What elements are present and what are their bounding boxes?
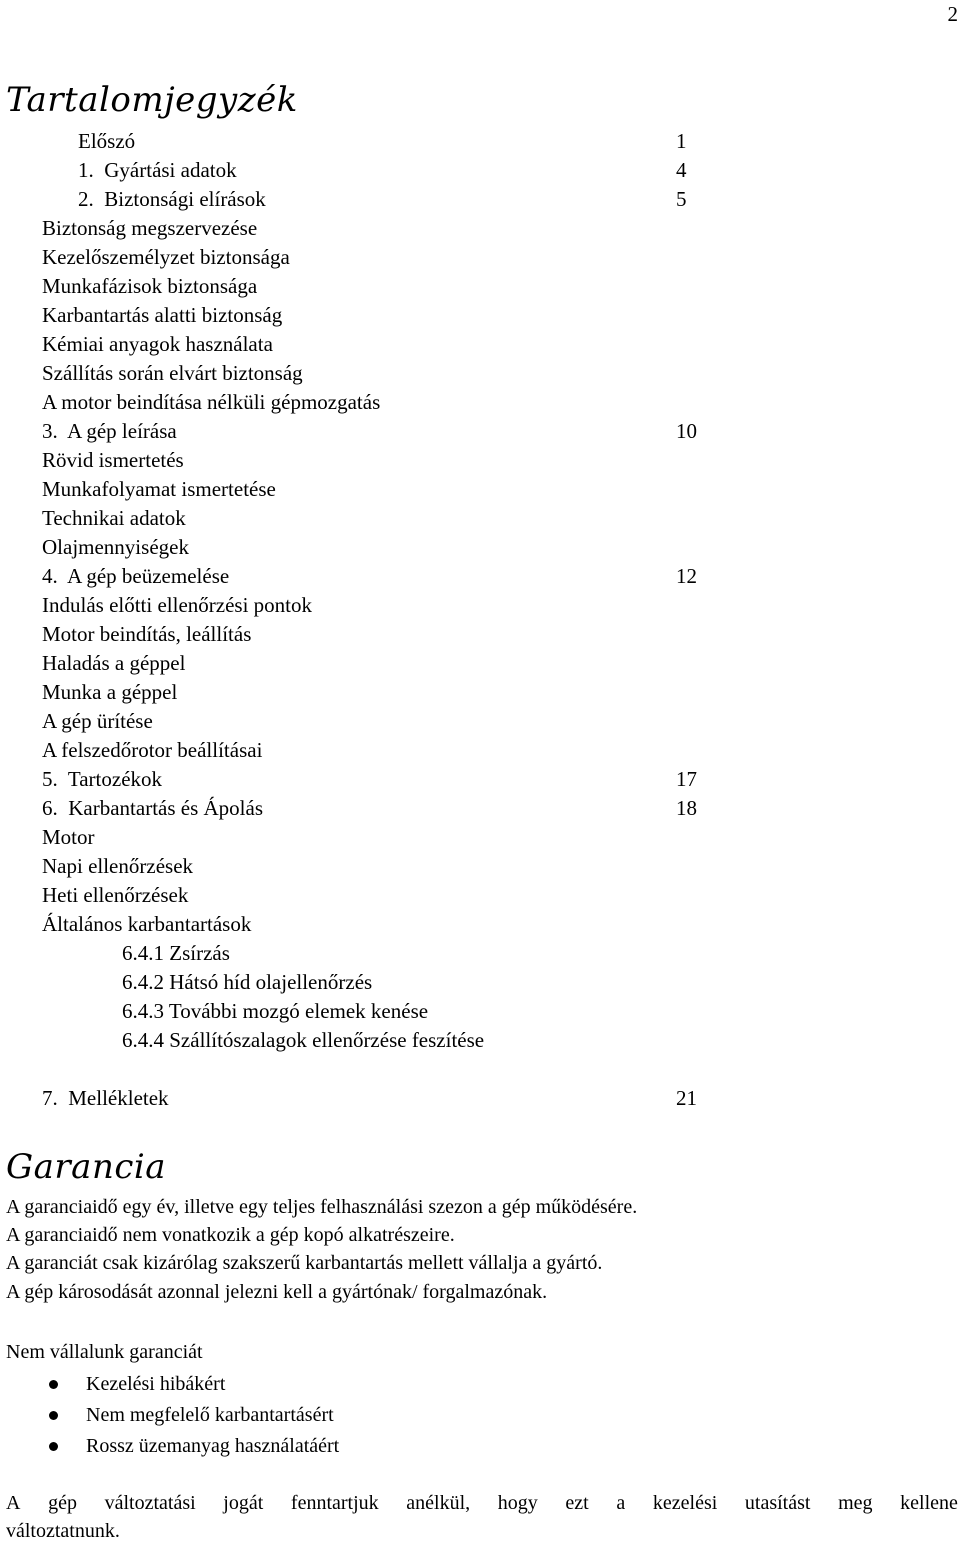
toc-entry: Biztonság megszervezése xyxy=(42,216,258,240)
toc-entry: 3. A gép leírása xyxy=(42,419,177,443)
exclusion-item: Nem megfelelő karbantartásért xyxy=(86,1404,334,1426)
word: ezt xyxy=(565,1492,589,1514)
toc-page-number: 18 xyxy=(676,796,697,820)
toc-entry: Motor beindítás, leállítás xyxy=(42,622,252,646)
guarantee-line: A garanciaidő egy év, illetve egy teljes felhasználási szezon a gép működésére. xyxy=(6,1196,638,1218)
toc-entry: A motor beindítása nélküli gépmozgatás xyxy=(42,390,381,414)
toc-entry: Technikai adatok xyxy=(42,506,186,530)
word: A xyxy=(6,1492,21,1514)
toc-entry: Kezelőszemélyzet biztonsága xyxy=(42,245,290,269)
toc-entry: 6.4.3 További mozgó elemek kenése xyxy=(122,999,429,1023)
toc-entry: 2. Biztonsági elírások xyxy=(78,187,266,211)
guarantee-heading: Garancia xyxy=(6,1147,167,1187)
word: utasítást xyxy=(744,1492,811,1514)
word: anélkül, xyxy=(406,1492,471,1514)
toc-entry: 6.4.1 Zsírzás xyxy=(122,941,230,965)
toc-entry: 4. A gép beüzemelése xyxy=(42,564,230,588)
toc-entry: Munka a géppel xyxy=(42,680,178,704)
exclusion-item: Kezelési hibákért xyxy=(86,1373,226,1395)
toc-entry: Heti ellenőrzések xyxy=(42,883,189,907)
toc-entry: A felszedőrotor beállításai xyxy=(42,738,263,762)
toc-entry: Általános karbantartások xyxy=(42,912,252,936)
guarantee-line: A gép károsodását azonnal jelezni kell a gyártónak/ forgalmazónak. xyxy=(6,1281,548,1303)
bullet-icon xyxy=(49,1380,58,1389)
guarantee-line: A garanciát csak kizárólag szakszerű karbantartás mellett vállalja a gyártó. xyxy=(6,1252,603,1274)
toc-entry: Napi ellenőrzések xyxy=(42,854,194,878)
word: kezelési xyxy=(652,1492,718,1514)
toc-page-number: 12 xyxy=(676,564,697,588)
toc-entry: 6. Karbantartás és Ápolás xyxy=(42,796,264,820)
toc-page-number: 5 xyxy=(676,187,687,211)
toc-entry: Motor xyxy=(42,825,95,849)
toc-heading: Tartalomjegyzék xyxy=(6,80,298,120)
exclusion-item: Rossz üzemanyag használatáért xyxy=(86,1435,340,1457)
toc-page-number: 1 xyxy=(676,129,687,153)
toc-entry: Rövid ismertetés xyxy=(42,448,184,472)
toc-entry: Kémiai anyagok használata xyxy=(42,332,273,356)
word: a xyxy=(616,1492,626,1514)
toc-entry: Munkafolyamat ismertetése xyxy=(42,477,276,501)
toc-page-number: 17 xyxy=(676,767,697,791)
toc-entry: Előszó xyxy=(78,129,136,153)
word: hogy xyxy=(497,1492,538,1514)
guarantee-line: A garanciaidő nem vonatkozik a gép kopó alkatrészeire. xyxy=(6,1224,455,1246)
toc-page-number: 4 xyxy=(676,158,687,182)
toc-entry: 1. Gyártási adatok xyxy=(78,158,237,182)
toc-entry: Olajmennyiségek xyxy=(42,535,189,559)
bullet-icon xyxy=(49,1442,58,1451)
word: gép xyxy=(48,1492,77,1514)
toc-entry: 6.4.4 Szállítószalagok ellenőrzése feszítése xyxy=(122,1028,485,1052)
toc-entry: Karbantartás alatti biztonság xyxy=(42,303,283,327)
closing-statement-line-2: változtatnunk. xyxy=(6,1520,120,1542)
word: kellene xyxy=(900,1492,958,1514)
bullet-icon xyxy=(49,1411,58,1420)
no-guarantee-label: Nem vállalunk garanciát xyxy=(6,1341,203,1363)
closing-statement-line-1 xyxy=(6,1489,958,1517)
toc-entry: Indulás előtti ellenőrzési pontok xyxy=(42,593,313,617)
toc-entry: 5. Tartozékok xyxy=(42,767,163,791)
toc-entry: Szállítás során elvárt biztonság xyxy=(42,361,303,385)
toc-page-number: 21 xyxy=(676,1086,697,1110)
toc-entry: Munkafázisok biztonsága xyxy=(42,274,258,298)
word: meg xyxy=(838,1492,873,1514)
toc-entry: A gép ürítése xyxy=(42,709,153,733)
toc-entry: 7. Mellékletek xyxy=(42,1086,169,1110)
word: változtatási xyxy=(104,1492,196,1514)
page-number: 2 xyxy=(947,2,958,26)
toc-entry: 6.4.2 Hátsó híd olajellenőrzés xyxy=(122,970,373,994)
word: fenntartjuk xyxy=(290,1492,379,1514)
toc-page-number: 10 xyxy=(676,419,697,443)
word: jogát xyxy=(223,1492,264,1514)
toc-entry: Haladás a géppel xyxy=(42,651,186,675)
